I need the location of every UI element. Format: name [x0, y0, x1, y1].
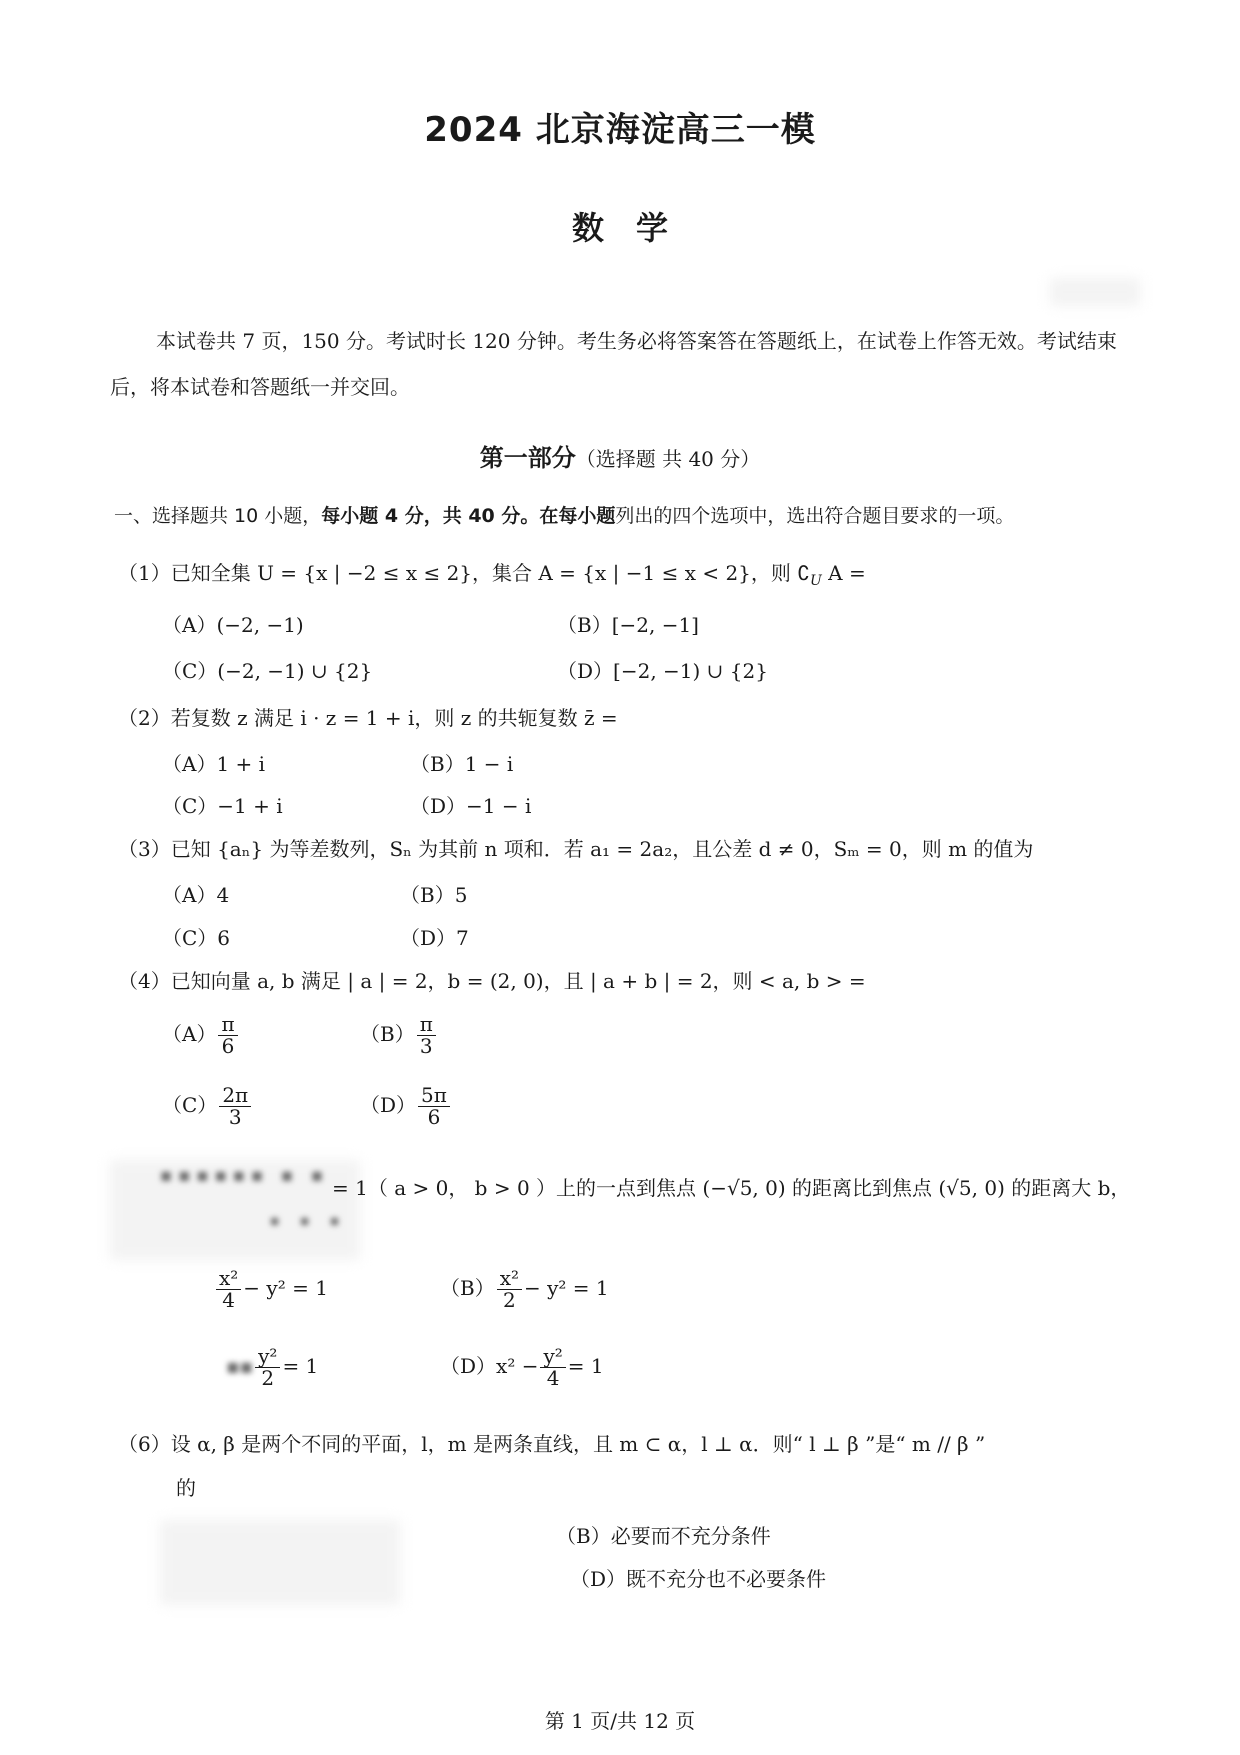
section-head-bold: 每小题 4 分，共 40 分。在每小题 [321, 505, 616, 527]
q5-c-fraction [255, 1346, 280, 1389]
q1-stem-sub: U [810, 573, 822, 589]
question-6-stem: （6）设 α, β 是两个不同的平面，l，m 是两条直线，且 m ⊂ α，l ⊥ α．则“ l ⊥ β ”是“ m // β ” [118, 1432, 986, 1456]
q4-b-den: 3 [419, 1034, 433, 1058]
q5-d-head: x² − [496, 1354, 539, 1378]
q5-option-d [440, 1346, 604, 1389]
q4-b-label: （B） [360, 1022, 415, 1046]
q5-b-label: （B） [440, 1276, 495, 1300]
q5-d-fraction [540, 1346, 565, 1389]
q2-option-c: （C）−1 + i [162, 794, 283, 818]
scan-smudge [1050, 278, 1140, 306]
q5-blurred-fragment: ▪▪▪▪▪▪ ▪ ▪ [160, 1165, 330, 1186]
q4-a-label: （A） [162, 1022, 217, 1046]
question-4-stem: （4）已知向量 a, b 满足 | a | = 2，b = (2, 0)，且 | a + b | = 2，则 < a, b > = [118, 969, 866, 993]
q5-option-a [214, 1268, 328, 1311]
q5-c-num: y² [255, 1346, 280, 1368]
q1-option-b: （B）[−2, −1] [557, 613, 699, 637]
q5-d-label: （D） [440, 1354, 497, 1378]
q2-option-d: （D）−1 − i [410, 794, 532, 818]
q6-obscured-options [160, 1520, 400, 1605]
q4-c-num: 2π [219, 1085, 251, 1107]
q5-b-fraction [497, 1268, 522, 1311]
q4-option-a [162, 1014, 240, 1057]
question-3-stem: （3）已知 {aₙ} 为等差数列，Sₙ 为其前 n 项和．若 a₁ = 2a₂，且公差 d ≠ 0，Sₘ = 0，则 m 的值为 [118, 837, 1034, 861]
q5-a-fraction [216, 1268, 241, 1311]
q5-b-tail: − y² = 1 [524, 1276, 609, 1300]
part-one-title: 第一部分 [479, 444, 576, 472]
q4-c-den: 3 [228, 1105, 242, 1129]
section-head-suffix: 列出的四个选项中，选出符合题目要求的一项。 [615, 505, 1015, 527]
section-one-heading [114, 501, 1014, 528]
q1-stem-text: （1）已知全集 U = {x | −2 ≤ x ≤ 2}，集合 A = {x | −1 ≤ x < 2}，则 ∁ [118, 561, 810, 585]
q4-option-b [360, 1014, 438, 1057]
q5-b-num: x² [497, 1268, 522, 1290]
q5-blurred-fragment-2: ▪ ▪ ▪ [270, 1213, 348, 1229]
q4-a-den: 6 [221, 1034, 235, 1058]
question-1-stem [118, 557, 866, 589]
part-one-heading [0, 438, 1240, 473]
q4-c-fraction [219, 1085, 251, 1128]
exam-title: 2024 北京海淀高三一模 [424, 110, 816, 150]
q4-d-fraction [418, 1085, 450, 1128]
q4-a-fraction [218, 1014, 237, 1057]
q4-d-den: 6 [427, 1105, 441, 1129]
q1-option-a: （A）(−2, −1) [162, 613, 304, 637]
q4-b-fraction [417, 1014, 436, 1057]
question-6-stem-line2: 的 [176, 1476, 196, 1500]
q3-option-b: （B）5 [400, 883, 468, 907]
q5-option-b [440, 1268, 609, 1311]
q3-option-d: （D）7 [400, 926, 469, 950]
q2-option-b: （B）1 − i [410, 752, 514, 776]
q4-option-d [360, 1085, 452, 1128]
q4-b-num: π [417, 1014, 436, 1036]
q1-option-d: （D）[−2, −1) ∪ {2} [557, 659, 768, 683]
exam-instructions: 本试卷共 7 页，150 分。考试时长 120 分钟。考生务必将答案答在答题纸上，在试卷上作答无效。考试结束后，将本试卷和答题纸一并交回。 [110, 329, 1117, 399]
q1-option-c: （C）(−2, −1) ∪ {2} [162, 659, 373, 683]
q3-option-c: （C）6 [162, 926, 231, 950]
q5-b-den: 2 [502, 1288, 516, 1312]
q5-option-c [226, 1346, 318, 1389]
q5-a-num: x² [216, 1268, 241, 1290]
q5-d-tail: = 1 [567, 1354, 604, 1378]
q6-option-b: （B）必要而不充分条件 [556, 1524, 771, 1548]
q5-c-tail: = 1 [282, 1354, 319, 1378]
q4-a-num: π [218, 1014, 237, 1036]
page-number: 第 1 页/共 12 页 [544, 1709, 696, 1733]
q5-a-tail: − y² = 1 [243, 1276, 328, 1300]
q4-option-c [162, 1085, 253, 1128]
q3-option-a: （A）4 [162, 883, 230, 907]
q5-c-den: 2 [261, 1366, 275, 1390]
q4-c-label: （C） [162, 1093, 218, 1117]
q1-stem-tail: A = [828, 561, 866, 585]
q2-option-a: （A）1 + i [162, 752, 266, 776]
q5-c-blurred-lead: ▪▪ [226, 1354, 254, 1378]
q5-d-den: 4 [546, 1366, 560, 1390]
part-one-note: （选择题 共 40 分） [575, 447, 761, 471]
subject-title: 数学 [571, 209, 700, 247]
q4-d-num: 5π [418, 1085, 450, 1107]
q6-option-d: （D）既不充分也不必要条件 [570, 1567, 827, 1591]
q5-d-num: y² [540, 1346, 565, 1368]
q4-d-label: （D） [360, 1093, 417, 1117]
question-2-stem: （2）若复数 z 满足 i · z = 1 + i，则 z 的共轭复数 z̄ = [118, 706, 618, 730]
question-5-stem: = 1（ a > 0， b > 0 ）上的一点到焦点 (−√5, 0) 的距离比到焦点 (√5, 0) 的距离大 b， [332, 1176, 1131, 1200]
section-head-prefix: 一、选择题共 10 小题， [114, 505, 322, 527]
q5-a-den: 4 [222, 1288, 236, 1312]
